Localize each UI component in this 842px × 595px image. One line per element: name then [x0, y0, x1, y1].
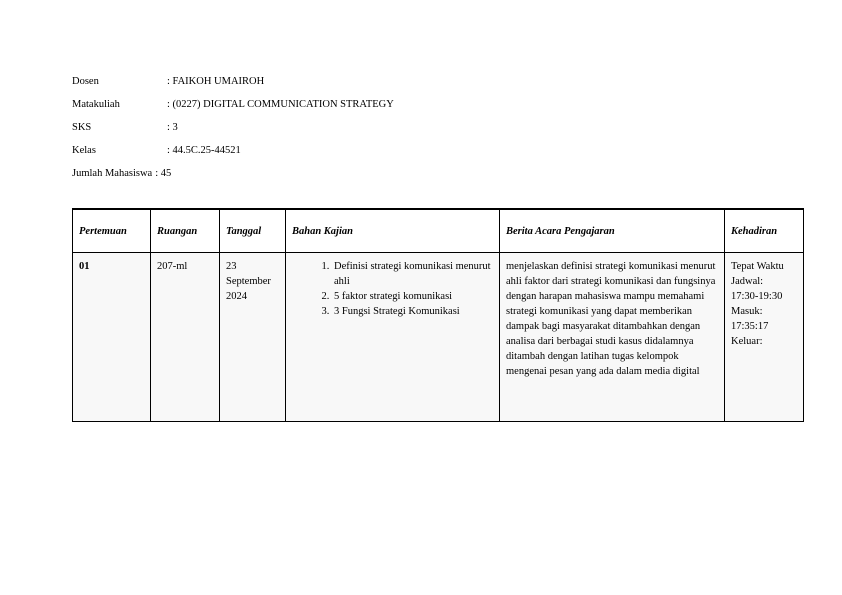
masuk-value: 17:35:17 — [731, 321, 769, 332]
jadwal-label: Jadwal: — [731, 276, 764, 287]
cell-ruangan: 207-ml — [151, 253, 220, 422]
keluar-label: Keluar: — [731, 336, 763, 347]
header-berita-acara: Berita Acara Pengajaran — [500, 209, 725, 253]
info-row-sks — [72, 116, 394, 139]
header-bahan-kajian: Bahan Kajian — [286, 209, 500, 253]
cell-pertemuan: 01 — [73, 253, 151, 422]
header-kehadiran: Kehadiran — [725, 209, 804, 253]
matakuliah-value: : (0227) DIGITAL COMMUNICATION STRATEGY — [167, 99, 394, 110]
masuk-label: Masuk: — [731, 306, 763, 317]
topic-item: 2. 5 faktor strategi komunikasi — [332, 289, 493, 304]
info-row-matakuliah — [72, 93, 394, 116]
attendance-table — [72, 208, 804, 422]
table-header-row — [73, 209, 804, 253]
topic-item: 1. Definisi strategi komunikasi menurut ahli — [332, 259, 493, 289]
cell-berita-acara: menjelaskan definisi strategi komunikasi menurut ahli faktor dari strategi komunikasi dan fungsinya dengan harapan mahasiswa mampu memahami strategi komunikasi yang dapat memberikan dampak bagi masyarakat ditambahkan dengan analisa dari berbagai studi kasus didalamnya ditambah dengan latihan tugas kelompok mengenai pesan yang ada dalam media digital — [500, 253, 725, 422]
header-tanggal: Tanggal — [220, 209, 286, 253]
cell-kehadiran — [725, 253, 804, 422]
dosen-label: Dosen — [72, 76, 99, 87]
kelas-value: : 44.5C.25-44521 — [167, 145, 241, 156]
dosen-value: : FAIKOH UMAIROH — [167, 76, 265, 87]
jadwal-value: 17:30-19:30 — [731, 291, 783, 302]
kelas-label: Kelas — [72, 145, 96, 156]
header-pertemuan: Pertemuan — [73, 209, 151, 253]
info-row-dosen — [72, 70, 394, 93]
topic-item: 3. 3 Fungsi Strategi Komunikasi — [332, 304, 493, 319]
table-row — [73, 253, 804, 422]
jumlah-label: Jumlah Mahasiswa — [72, 168, 153, 179]
cell-bahan-kajian — [286, 253, 500, 422]
course-info — [72, 70, 394, 185]
sks-value: : 3 — [167, 122, 178, 133]
info-row-kelas — [72, 139, 394, 162]
matakuliah-label: Matakuliah — [72, 99, 120, 110]
kehadiran-status: Tepat Waktu — [731, 261, 784, 272]
cell-tanggal: 23 September 2024 — [220, 253, 286, 422]
jumlah-value: : 45 — [155, 168, 172, 179]
topic-list — [292, 259, 493, 319]
header-ruangan: Ruangan — [151, 209, 220, 253]
info-row-jumlah — [72, 162, 394, 185]
sks-label: SKS — [72, 122, 92, 133]
